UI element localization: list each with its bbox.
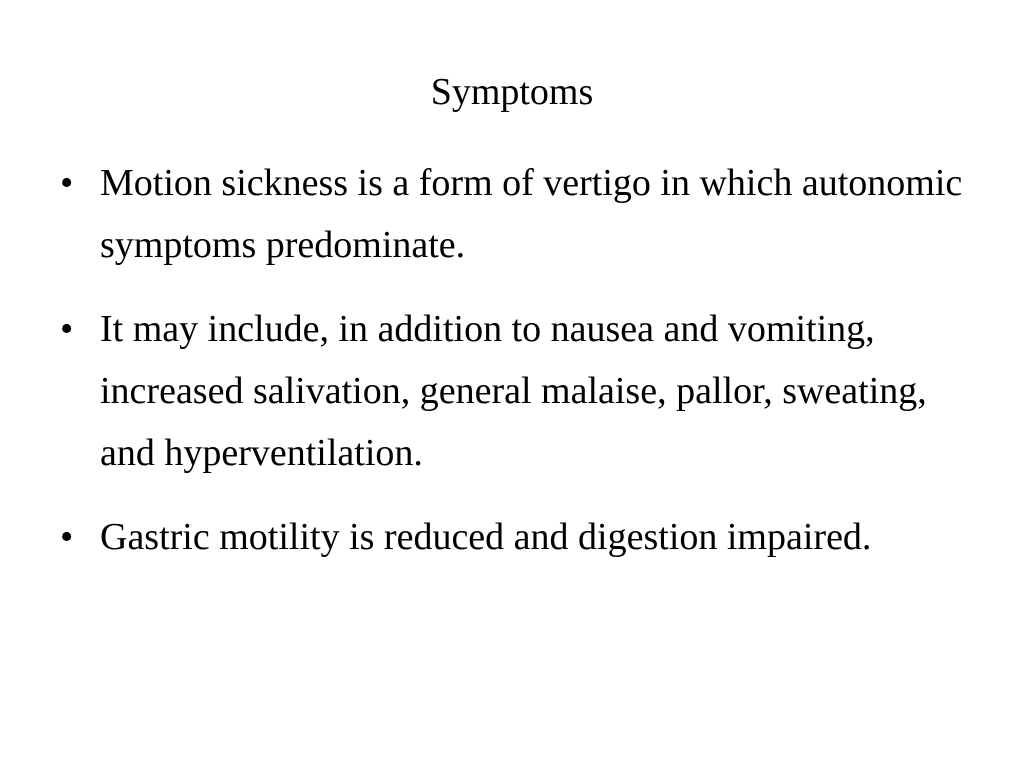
bullet-icon: •: [60, 308, 74, 350]
bullet-text: Gastric motility is reduced and digestion impaired.: [100, 516, 872, 558]
bullet-text: Motion sickness is a form of vertigo in which autonomic symptoms predominate.: [100, 162, 963, 266]
slide-title: Symptoms: [430, 71, 594, 113]
bullet-item: [60, 298, 990, 484]
bullet-item: [60, 506, 990, 568]
bullet-item: [60, 152, 990, 276]
bullet-list: [60, 152, 990, 590]
bullet-icon: •: [60, 162, 74, 204]
bullet-icon: •: [60, 516, 74, 558]
bullet-text: It may include, in addition to nausea and vomiting, increased salivation, general malaise, pallor, sweating, and hyperventilation.: [100, 308, 927, 474]
